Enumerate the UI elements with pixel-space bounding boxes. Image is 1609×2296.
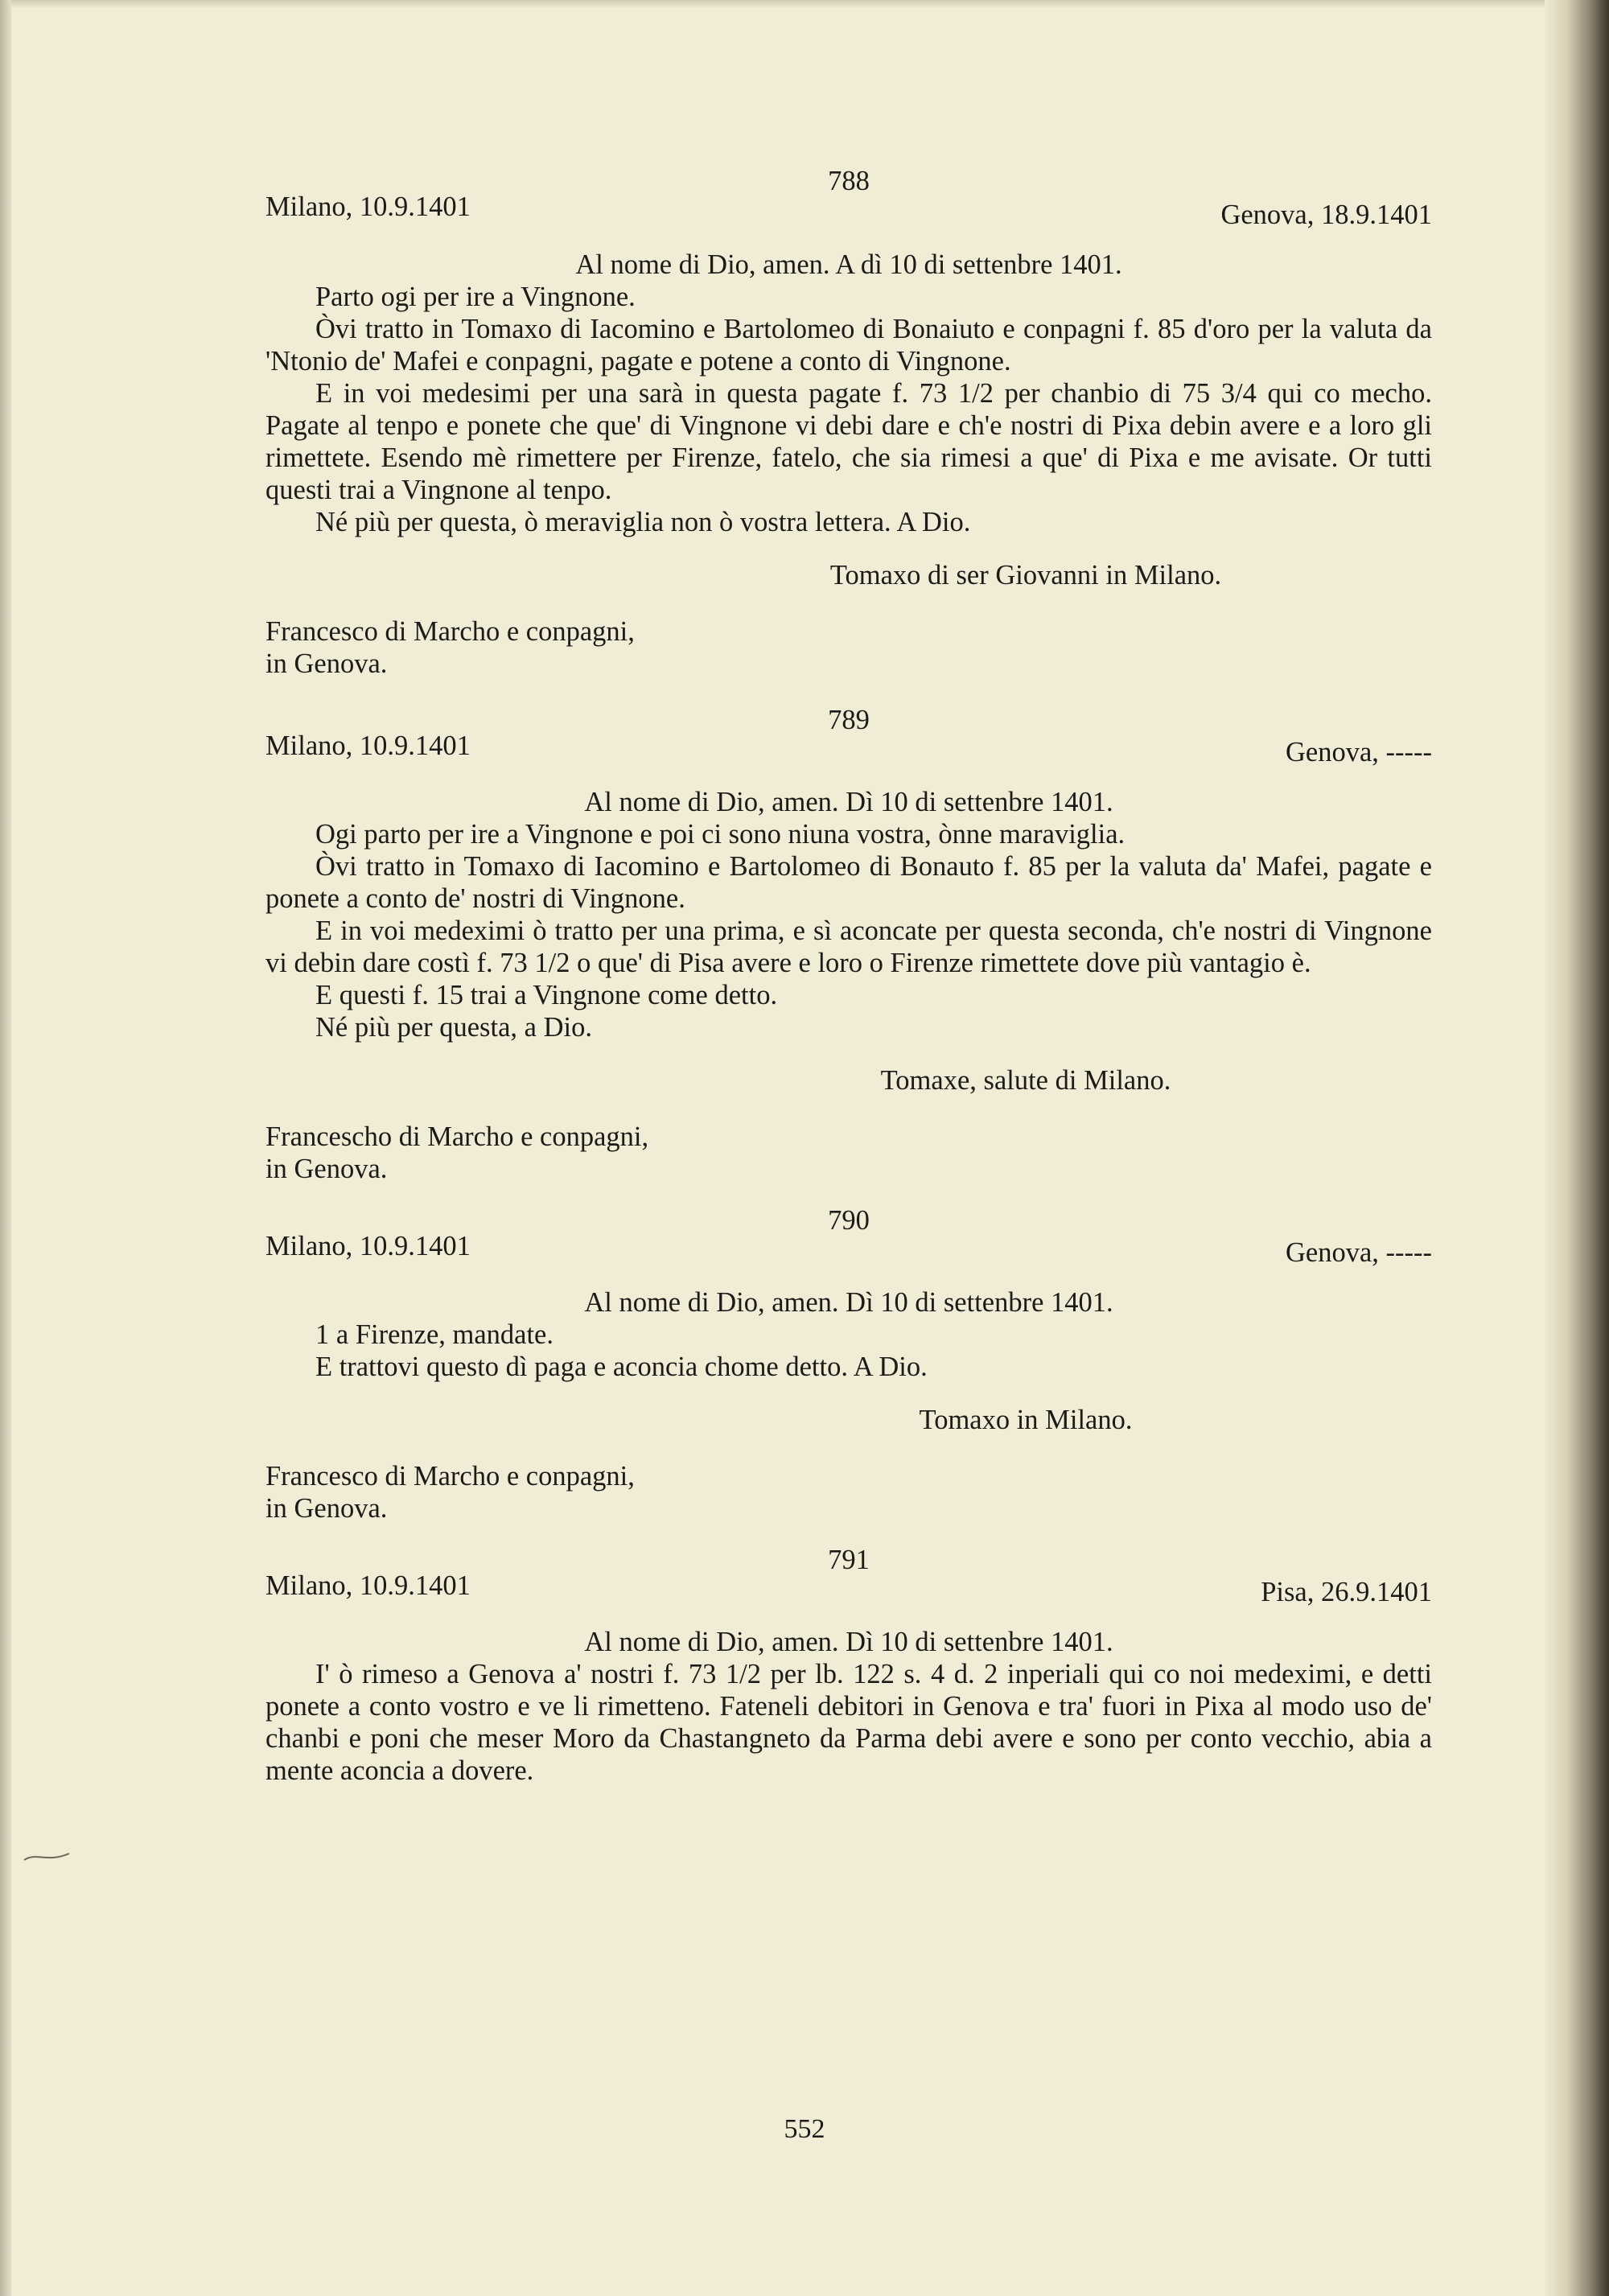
paragraph: Òvi tratto in Tomaxo di Iacomino e Bartolomeo di Bonaiuto e conpagni f. 85 d'oro per la valuta da 'Ntonio de' Mafei e conpagni, pagate e potene a conto di Vingnone. <box>265 314 1432 376</box>
signature: Tomaxo in Milano. <box>919 1405 1133 1435</box>
signature: Tomaxo di ser Giovanni in Milano. <box>829 560 1222 590</box>
address-line: Franceschо di Marcho e conpagni, <box>265 1121 649 1152</box>
paragraph: Ogi parto per ire a Vingnone e poi ci sono niuna vostra, ònne maraviglia. <box>315 819 1125 850</box>
page-number: 552 <box>784 2114 825 2144</box>
letter-791 <box>265 1544 1432 1787</box>
address-line: Francesco di Marcho e conpagni, <box>265 616 635 647</box>
invocation: Al nome di Dio, amen. Dì 10 di settenbre 1401. <box>584 1627 1113 1657</box>
letter-number: 789 <box>828 705 870 735</box>
paragraph: Né più per questa, a Dio. <box>315 1012 592 1043</box>
place-to: Pisa, 26.9.1401 <box>1261 1577 1432 1607</box>
place-from: Milano, 10.9.1401 <box>265 730 471 761</box>
address-line: in Genova. <box>265 1154 388 1184</box>
address-line: Francesco di Marcho e conpagni, <box>265 1461 635 1492</box>
place-from: Milano, 10.9.1401 <box>265 1570 471 1601</box>
place-from: Milano, 10.9.1401 <box>265 191 471 222</box>
invocation: Al nome di Dio, amen. Dì 10 di settenbre 1401. <box>584 1287 1113 1318</box>
letter-number: 791 <box>828 1545 870 1575</box>
place-to: Genova, ----- <box>1286 737 1432 767</box>
letter-790 <box>265 1204 1432 1524</box>
paragraph: E trattovi questo dì paga e aconcia chome detto. A Dio. <box>315 1352 928 1382</box>
invocation: Al nome di Dio, amen. A dì 10 di settenbre 1401. <box>575 249 1122 280</box>
page-top-edge <box>0 0 1609 8</box>
address <box>265 1460 1432 1524</box>
pencil-mark <box>23 1849 71 1865</box>
paragraph: E in voi medesimi per una sarà in questa pagate f. 73 1/2 per chanbio di 75 3/4 qui co mecho. Pagate al tenpo e ponete che que' di Vingnone vi debi dare e ch'e nostri di Pixa debin avere e a loro gli rimettete. Esendo mè rimettere per Firenze, fatelo, che sia rimesi a que' di Pixa e me avisate. Or tutti questi trai a Vingnone al tenpo. <box>265 378 1432 505</box>
letter-789 <box>265 704 1432 1185</box>
page-left-edge <box>0 0 11 2296</box>
letter-number: 790 <box>828 1205 870 1236</box>
address <box>265 615 1432 680</box>
letter-number: 788 <box>828 166 870 196</box>
book-spine-shadow <box>1545 0 1609 2296</box>
paragraph: Né più per questa, ò meraviglia non ò vostra lettera. A Dio. <box>315 507 971 537</box>
letter-788 <box>265 165 1432 680</box>
paragraph: 1 a Firenze, mandate. <box>315 1319 553 1350</box>
paragraph: E questi f. 15 trai a Vingnone come detto. <box>315 980 778 1010</box>
text-block <box>265 165 1432 1787</box>
address-line: in Genova. <box>265 1493 388 1524</box>
address <box>265 1121 1432 1185</box>
paragraph: Òvi tratto in Tomaxo di Iacomino e Bartolomeo di Bonauto f. 85 per la valuta da' Mafei, pagate e ponete a conto de' nostri di Vingnone. <box>265 851 1432 914</box>
paragraph: E in voi medeximi ò tratto per una prima, e sì aconcate per questa seconda, ch'e nostri di Vingnone vi debin dare costì f. 73 1/2 o que' di Pisa avere e loro o Firenze rimettete dove più vantagio è. <box>265 916 1432 978</box>
place-to: Genova, ----- <box>1286 1237 1432 1268</box>
invocation: Al nome di Dio, amen. Dì 10 di settenbre 1401. <box>584 787 1113 817</box>
address-line: in Genova. <box>265 648 388 679</box>
paragraph: I' ò rimeso a Genova a' nostri f. 73 1/2 per lb. 122 s. 4 d. 2 inperiali qui co noi medeximi, e detti ponete a conto vostro e ve li rimetteno. Fateneli debitori in Genova e tra' fuori in Pixa al modo uso de' chanbi e poni che meser Moro da Chastangneto da Parma debi avere e sono per conto vecchio, abia a mente aconcia a dovere. <box>265 1659 1432 1786</box>
place-to: Genova, 18.9.1401 <box>1220 200 1432 230</box>
place-from: Milano, 10.9.1401 <box>265 1231 471 1261</box>
signature: Tomaxe, salute di Milano. <box>880 1065 1171 1096</box>
paragraph: Parto ogi per ire a Vingnone. <box>315 282 636 312</box>
